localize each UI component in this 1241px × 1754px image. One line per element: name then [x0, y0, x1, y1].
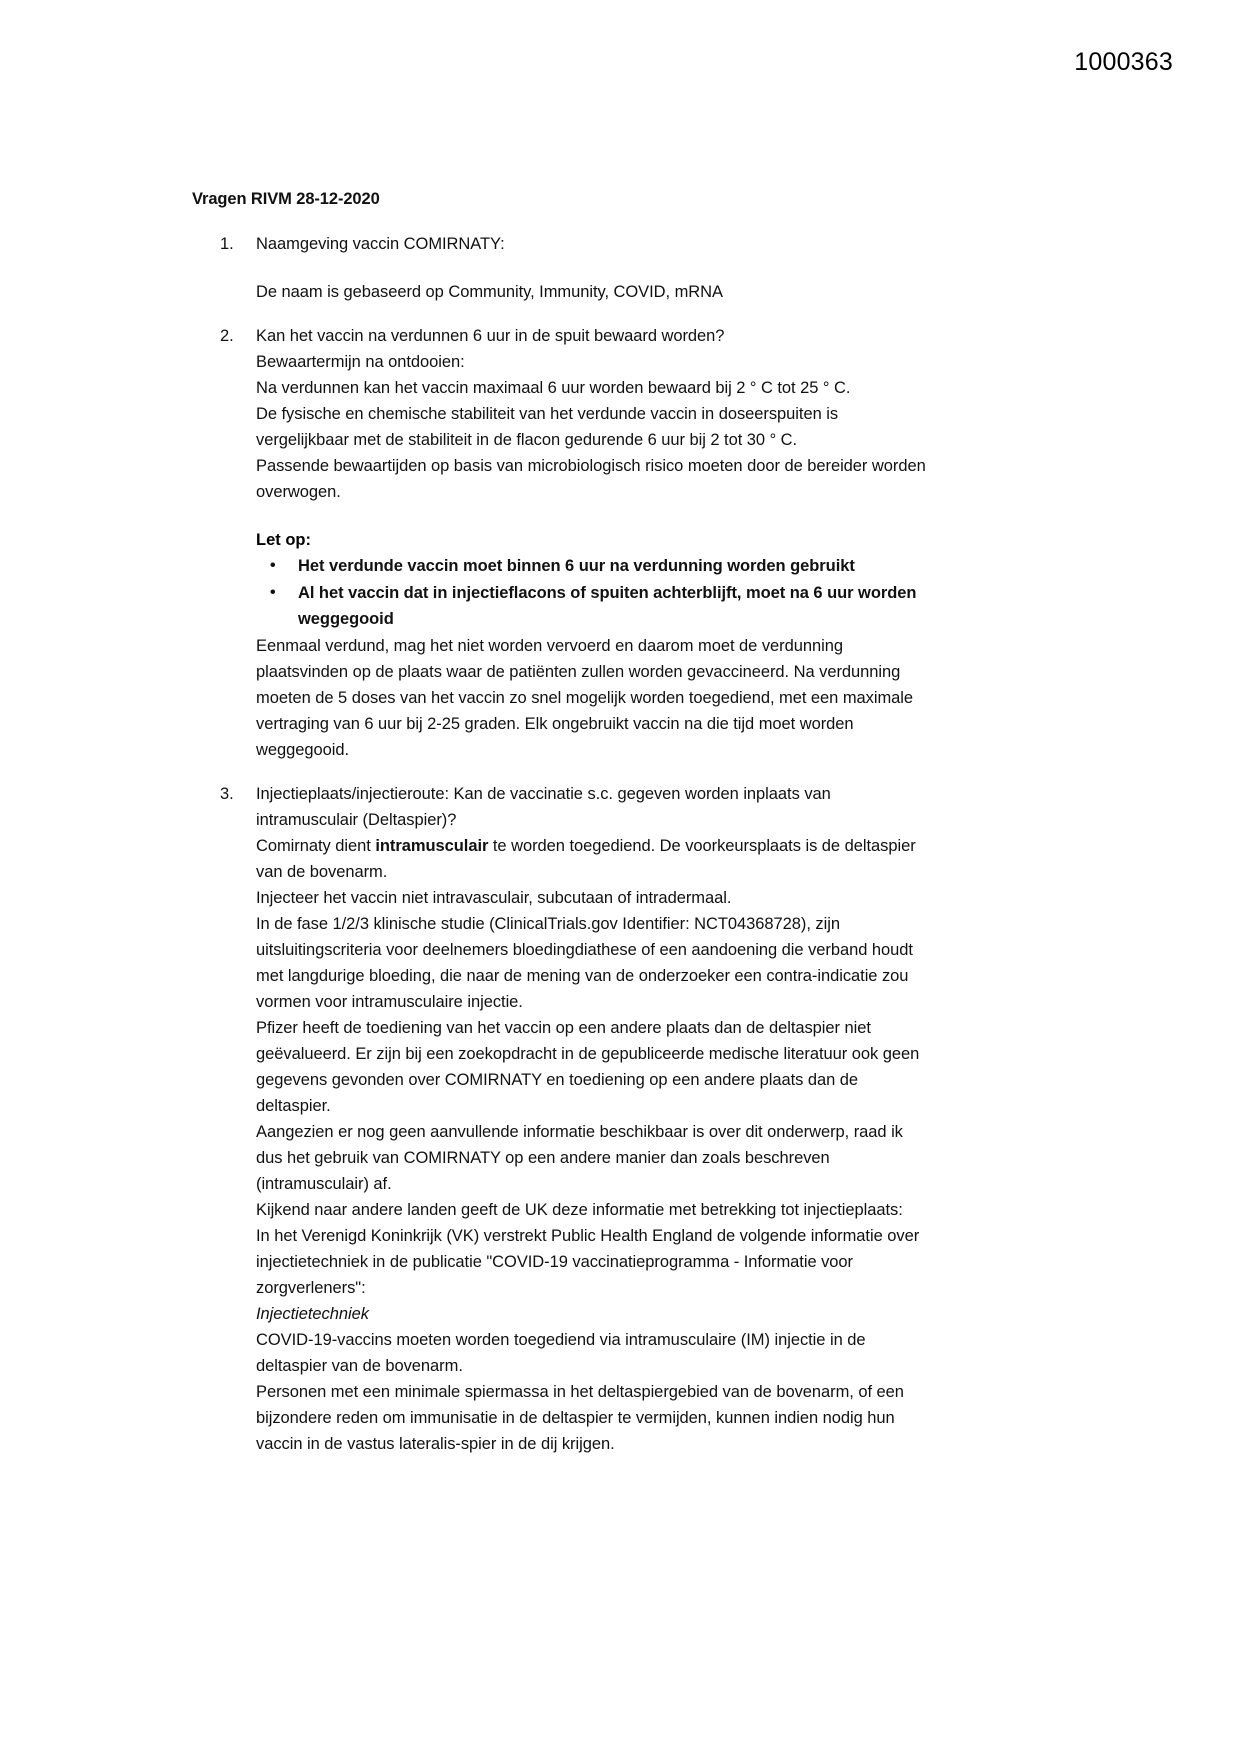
bullet-icon: •: [270, 584, 276, 601]
note-bullet-list: [256, 553, 927, 632]
answer-line-3-intro: [256, 833, 927, 885]
document-number: 1000363: [1074, 48, 1173, 76]
answer-line-3-1: In de fase 1/2/3 klinische studie (ClinicalTrials.gov Identifier: NCT04368728), zijn uitsluitingscriteria voor deelnemers bloedingdiathese of een aandoening die verband houdt met langdurige bloeding, die naar de mening van de onderzoeker een contra-indicatie zou vormen voor intramusculaire injectie.: [256, 915, 913, 1011]
list-item-question-1: [192, 231, 927, 305]
document-body: [192, 190, 927, 1475]
note-heading: Let op:: [256, 531, 311, 549]
answer-line-3-2: Pfizer heeft de toediening van het vaccin op een andere plaats dan de deltaspier niet geëvalueerd. Er zijn bij een zoekopdracht in de gepubliceerde medische literatuur ook geen gegevens gevonden over COMIRNATY en toediening op een andere plaats dan de deltaspier.: [256, 1019, 920, 1115]
answer-suffix: te worden toegediend. De voorkeursplaats is de deltaspier van de bovenarm.: [256, 837, 916, 881]
answer-line-2-0: Bewaartermijn na ontdooien:: [256, 353, 465, 371]
bullet-text-1: Het verdunde vaccin moet binnen 6 uur na verdunning worden gebruikt: [298, 557, 855, 575]
bullet-text-2: Al het vaccin dat in injectieflacons of spuiten achterblijft, moet na 6 uur worden weggegooid: [298, 584, 917, 628]
closing-paragraph-2: Eenmaal verdund, mag het niet worden vervoerd en daarom moet de verdunning plaatsvinden op de plaats waar de patiënten zullen worden gevaccineerd. Na verdunning moeten de 5 doses van het vaccin zo snel mogelijk worden toegediend, met een maximale vertraging van 6 uur bij 2-25 graden. Elk ongebruikt vaccin na die tijd moet worden weggegooid.: [256, 637, 914, 759]
item-number-3: 3.: [220, 785, 234, 803]
answer-text-1: De naam is gebaseerd op Community, Immunity, COVID, mRNA: [256, 283, 723, 301]
item-number-1: 1.: [220, 235, 234, 253]
questions-list: [192, 231, 927, 1457]
list-item-question-2: [192, 323, 927, 763]
question-text-2: Kan het vaccin na verdunnen 6 uur in de spuit bewaard worden?: [256, 327, 725, 345]
answer-line-2-2: De fysische en chemische stabiliteit van het verdunde vaccin in doseerspuiten is vergelijkbaar met de stabiliteit in de flacon gedurende 6 uur bij 2 tot 30 ° C.: [256, 405, 839, 449]
answer-line-3-0: Injecteer het vaccin niet intravasculair, subcutaan of intradermaal.: [256, 889, 732, 907]
answer-line-3-5: In het Verenigd Koninkrijk (VK) verstrekt Public Health England de volgende informatie over injectietechniek in de publicatie "COVID-19 vaccinatieprogramma - Informatie voor zorgverleners":: [256, 1227, 920, 1297]
answer-line-2-1: Na verdunnen kan het vaccin maximaal 6 uur worden bewaard bij 2 ° C tot 25 ° C.: [256, 379, 851, 397]
closing-line-3-0: COVID-19-vaccins moeten worden toegediend via intramusculaire (IM) injectie in de deltaspier van de bovenarm.: [256, 1331, 866, 1375]
bullet-icon: •: [270, 557, 276, 574]
list-item-bullet-2: [256, 580, 927, 632]
answer-bold-term: intramusculair: [375, 837, 489, 855]
question-text-1: Naamgeving vaccin COMIRNATY:: [256, 235, 505, 253]
subheading-injectietechniek: Injectietechniek: [256, 1305, 369, 1323]
answer-line-2-3: Passende bewaartijden op basis van microbiologisch risico moeten door de bereider worden overwogen.: [256, 457, 926, 501]
answer-prefix: Comirnaty dient: [256, 837, 376, 855]
closing-line-3-1: Personen met een minimale spiermassa in het deltaspiergebied van de bovenarm, of een bijzondere reden om immunisatie in de deltaspier te vermijden, kunnen indien nodig hun vaccin in de vastus lateralis-spier in de dij krijgen.: [256, 1383, 904, 1453]
answer-line-3-4: Kijkend naar andere landen geeft de UK deze informatie met betrekking tot injectieplaats:: [256, 1201, 903, 1219]
page-title: Vragen RIVM 28-12-2020: [192, 190, 380, 208]
question-text-3: Injectieplaats/injectieroute: Kan de vaccinatie s.c. gegeven worden inplaats van intramusculair (Deltaspier)?: [256, 785, 831, 829]
list-item-bullet-1: [256, 553, 927, 579]
item-number-2: 2.: [220, 327, 234, 345]
list-item-question-3: [192, 781, 927, 1457]
answer-line-3-3: Aangezien er nog geen aanvullende informatie beschikbaar is over dit onderwerp, raad ik dus het gebruik van COMIRNATY op een andere manier dan zoals beschreven (intramusculair) af.: [256, 1123, 903, 1193]
